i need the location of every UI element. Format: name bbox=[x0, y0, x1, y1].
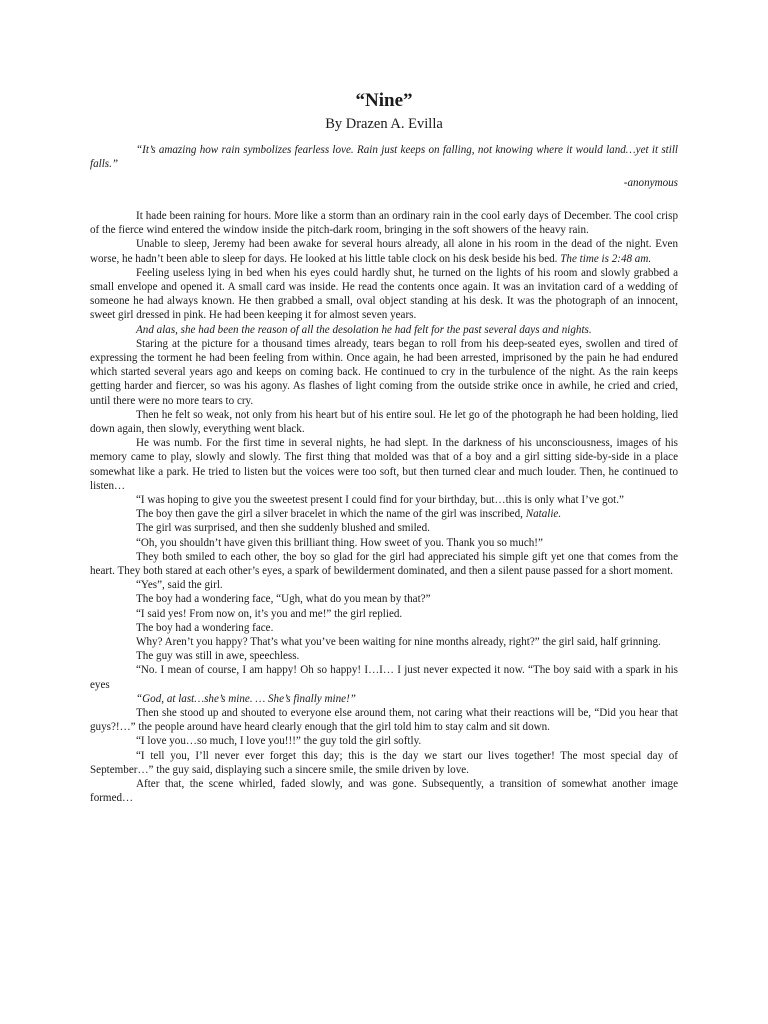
epigraph-quote: “It’s amazing how rain symbolizes fearless love. Rain just keeps on falling, not knowing where it would land…yet it still falls.” bbox=[90, 144, 678, 171]
paragraph-text: “I love you…so much, I love you!!!” the guy told the girl softly. bbox=[136, 735, 422, 748]
paragraph-text: “I said yes! From now on, it’s you and me!” the girl replied. bbox=[136, 607, 403, 620]
story-paragraph bbox=[90, 493, 678, 507]
paragraph-text: They both smiled to each other, the boy so glad for the girl had appreciated his simple gift yet one that comes from the heart. They both stared at each other’s eyes, a spark of bewilderment dominated, and then a silent pause passed for a short moment. bbox=[90, 550, 678, 577]
paragraph-text: It hade been raining for hours. More like a storm than an ordinary rain in the cool early days of December. The cool crisp of the fierce wind entered the window inside the pitch-dark room, bringing in the soft showers of the heavy rain. bbox=[90, 209, 678, 237]
paragraph-italic-text: The time is 2:48 am. bbox=[557, 252, 652, 265]
story-body bbox=[90, 209, 678, 806]
story-paragraph bbox=[90, 266, 678, 323]
story-paragraph bbox=[90, 635, 678, 649]
story-paragraph bbox=[90, 436, 678, 493]
story-paragraph bbox=[90, 734, 678, 748]
paragraph-text: “I was hoping to give you the sweetest present I could find for your birthday, but…this is only what I’ve got.” bbox=[136, 493, 624, 506]
story-paragraph bbox=[90, 408, 678, 436]
paragraph-italic-text: Natalie. bbox=[522, 508, 562, 521]
story-paragraph bbox=[90, 607, 678, 621]
story-paragraph bbox=[90, 663, 678, 691]
story-paragraph bbox=[90, 323, 678, 337]
paragraph-text: Unable to sleep, Jeremy had been awake for several hours already, all alone in his room in the dead of the night. Even worse, he hadn’t been able to sleep for days. He looked at his little table clock on his desk beside his bed. bbox=[90, 238, 678, 265]
paragraph-text: The boy had a wondering face, “Ugh, what do you mean by that?” bbox=[136, 593, 431, 606]
story-paragraph bbox=[90, 521, 678, 535]
paragraph-text: Feeling useless lying in bed when his eyes could hardly shut, he turned on the lights of his room and slowly grabbed a small envelope and opened it. A small card was inside. He read the contents once again. It was an invitation card of a wedding of someone he had always known. He then grabbed a small, oval object standing at his desk. It was the photograph of an innocent, sweet girl dressed in pink. He had been keeping it for almost seven years. bbox=[90, 266, 678, 322]
epigraph-attribution: -anonymous bbox=[623, 176, 678, 189]
paragraph-text: Why? Aren’t you happy? That’s what you’ve been waiting for nine months already, right?” the girl said, half grinning. bbox=[136, 635, 661, 648]
story-paragraph bbox=[90, 592, 678, 606]
paragraph-text: Staring at the picture for a thousand times already, tears began to roll from his deep-seated eyes, swollen and tired of expressing the torment he had been feeling from within. Once again, he had been arrested, imprisoned by the pain he had endured which started several years ago and keeps on coming back. He continued to cry in the turbulence of the night. As the rain keeps getting harder and fiercer, so was his agony. As flashes of light coming from the outside strike once in awhile, he cried and cried, until there were no more tears to cry. bbox=[90, 337, 678, 407]
story-paragraph bbox=[90, 337, 678, 408]
paragraph-text: The boy then gave the girl a silver bracelet in which the name of the girl was inscribed, bbox=[136, 508, 523, 521]
story-paragraph bbox=[90, 237, 678, 265]
story-paragraph bbox=[90, 550, 678, 578]
paragraph-text: The girl was surprised, and then she suddenly blushed and smiled. bbox=[136, 522, 430, 535]
story-paragraph bbox=[90, 536, 678, 550]
document-page bbox=[90, 90, 678, 805]
paragraph-text: Then she stood up and shouted to everyone else around them, not caring what their reactions will be, “Did you hear that guys?!…” the people around have heard clearly enough that the girl told him to stay calm and sit down. bbox=[90, 707, 678, 734]
author-byline: By Drazen A. Evilla bbox=[325, 116, 443, 132]
paragraph-text: The guy was still in awe, speechless. bbox=[136, 650, 300, 663]
story-paragraph bbox=[90, 209, 678, 237]
paragraph-text: “No. I mean of course, I am happy! Oh so happy! I…I… I just never expected it now. “The boy said with a spark in his eyes bbox=[90, 664, 678, 691]
paragraph-text: He was numb. For the first time in several nights, he had slept. In the darkness of his unconsciousness, images of his memory came to play, slowly and slowly. The first thing that molded was that of a boy and a girl sitting side-by-side in a place somewhat like a park. He tried to listen but the voices were too soft, but then turned clear and much louder. Then, he continued to listen… bbox=[90, 437, 678, 492]
paragraph-text: And alas, she had been the reason of all the desolation he had felt for the past several days and nights. bbox=[136, 323, 592, 336]
story-paragraph bbox=[90, 706, 678, 734]
story-paragraph bbox=[90, 578, 678, 592]
paragraph-text: “God, at last…she’s mine. … She’s finally mine!” bbox=[136, 692, 356, 705]
paragraph-text: “Yes”, said the girl. bbox=[136, 579, 223, 592]
paragraph-text: “I tell you, I’ll never ever forget this day; this is the day we start our lives together! The most special day of September…” the guy said, displaying such a sincere smile, the smile driven by love. bbox=[90, 749, 678, 776]
story-paragraph bbox=[90, 649, 678, 663]
story-title: “Nine” bbox=[355, 90, 413, 111]
paragraph-text: The boy had a wondering face. bbox=[136, 621, 274, 634]
story-paragraph bbox=[90, 621, 678, 635]
story-paragraph bbox=[90, 777, 678, 805]
story-paragraph bbox=[90, 507, 678, 521]
paragraph-text: Then he felt so weak, not only from his heart but of his entire soul. He let go of the photograph he had been holding, lied down again, then slowly, everything went black. bbox=[90, 408, 678, 435]
paragraph-text: “Oh, you shouldn’t have given this brilliant thing. How sweet of you. Thank you so much!” bbox=[136, 536, 543, 549]
story-paragraph bbox=[90, 749, 678, 777]
paragraph-text: After that, the scene whirled, faded slowly, and was gone. Subsequently, a transition of somewhat another image formed… bbox=[90, 778, 678, 805]
story-paragraph bbox=[90, 692, 678, 706]
